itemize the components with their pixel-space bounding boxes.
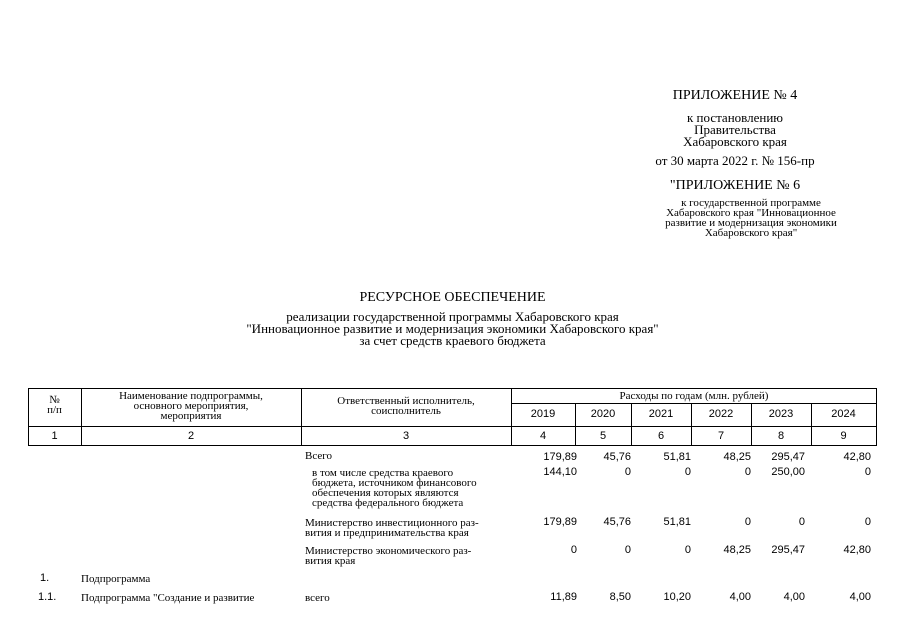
col-header-executor: Ответственный исполнитель, соисполнитель xyxy=(337,395,475,417)
index-cell: 5 xyxy=(599,430,607,442)
executor-cell: Всего xyxy=(305,450,332,462)
appendix6-title: "ПРИЛОЖЕНИЕ № 6 xyxy=(669,178,801,193)
value-2023: 0 xyxy=(798,516,805,528)
header-bottom-line xyxy=(28,426,877,427)
value-2024: 42,80 xyxy=(843,451,871,463)
year-2022: 2022 xyxy=(708,408,734,420)
value-2021: 10,20 xyxy=(663,591,691,603)
year-2019: 2019 xyxy=(530,408,556,420)
value-2024: 4,00 xyxy=(849,591,871,603)
value-2024: 0 xyxy=(864,516,871,528)
name-cell: Подпрограмма "Создание и развитие xyxy=(81,592,255,604)
value-2022: 0 xyxy=(744,516,751,528)
index-cell: 2 xyxy=(187,430,195,442)
document-title: РЕСУРСНОЕ ОБЕСПЕЧЕНИЕ xyxy=(359,290,546,305)
value-2023: 295,47 xyxy=(771,451,805,463)
value-2019: 0 xyxy=(570,544,577,556)
col-header-expenses: Расходы по годам (млн. рублей) xyxy=(619,390,769,402)
name-cell: Подпрограмма xyxy=(81,573,151,585)
value-2019: 179,89 xyxy=(543,451,577,463)
value-2019: 179,89 xyxy=(543,516,577,528)
row-number: 1. xyxy=(40,572,50,584)
value-2021: 51,81 xyxy=(663,516,691,528)
index-cell: 9 xyxy=(840,430,847,442)
resolution-date: от 30 марта 2022 г. № 156-пр xyxy=(655,153,815,168)
executor-cell: Министерство экономического раз- вития края xyxy=(305,545,472,567)
year-2024: 2024 xyxy=(831,408,856,420)
appendix-title: ПРИЛОЖЕНИЕ № 4 xyxy=(672,88,798,103)
value-2019: 11,89 xyxy=(550,591,577,603)
col-header-num: № п/п xyxy=(47,394,62,416)
value-2024: 42,80 xyxy=(843,544,871,556)
value-2022: 0 xyxy=(744,466,751,478)
value-2020: 45,76 xyxy=(603,516,631,528)
row-number: 1.1. xyxy=(38,591,57,603)
value-2022: 4,00 xyxy=(729,591,751,603)
value-2023: 295,47 xyxy=(771,544,805,556)
index-cell: 1 xyxy=(51,430,58,442)
value-2020: 45,76 xyxy=(603,451,631,463)
value-2023: 250,00 xyxy=(771,466,805,478)
col-header-name: Наименование подпрограммы, основного мероприятия, мероприятия xyxy=(119,390,263,422)
value-2022: 48,25 xyxy=(723,544,751,556)
value-2020: 0 xyxy=(624,466,631,478)
executor-cell: всего xyxy=(305,592,330,604)
value-2022: 48,25 xyxy=(723,451,751,463)
value-2024: 0 xyxy=(864,466,871,478)
index-cell: 8 xyxy=(777,430,785,442)
index-cell: 6 xyxy=(657,430,665,442)
index-cell: 4 xyxy=(539,430,547,442)
document-subtitle: реализации государственной программы Хабаровского края "Инновационное развитие и модернизация экономики Хабаровского края" за счет средств краевого бюджета xyxy=(246,309,659,348)
index-cell: 7 xyxy=(717,430,725,442)
index-cell: 3 xyxy=(402,430,410,442)
value-2023: 4,00 xyxy=(783,591,805,603)
year-2023: 2023 xyxy=(768,408,794,420)
value-2020: 8,50 xyxy=(609,591,631,603)
value-2020: 0 xyxy=(624,544,631,556)
program-reference: к государственной программе Хабаровского края "Инновационное развитие и модернизация экономики Хабаровского края" xyxy=(665,197,837,239)
executor-cell: в том числе средства краевого бюджета, источником финансового обеспечения которых являются средства федерального бюджета xyxy=(312,467,477,509)
years-divider xyxy=(511,403,877,404)
year-2021: 2021 xyxy=(648,408,674,420)
value-2021: 51,81 xyxy=(663,451,691,463)
resolution-reference: к постановлению Правительства Хабаровского края xyxy=(683,110,787,149)
value-2021: 0 xyxy=(684,466,691,478)
executor-cell: Министерство инвестиционного раз- вития и предпринимательства края xyxy=(305,517,479,539)
year-2020: 2020 xyxy=(590,408,616,420)
value-2019: 144,10 xyxy=(543,466,577,478)
table-header xyxy=(28,388,877,446)
table-border-top xyxy=(28,388,877,389)
value-2021: 0 xyxy=(684,544,691,556)
index-row-bottom-line xyxy=(28,445,877,446)
